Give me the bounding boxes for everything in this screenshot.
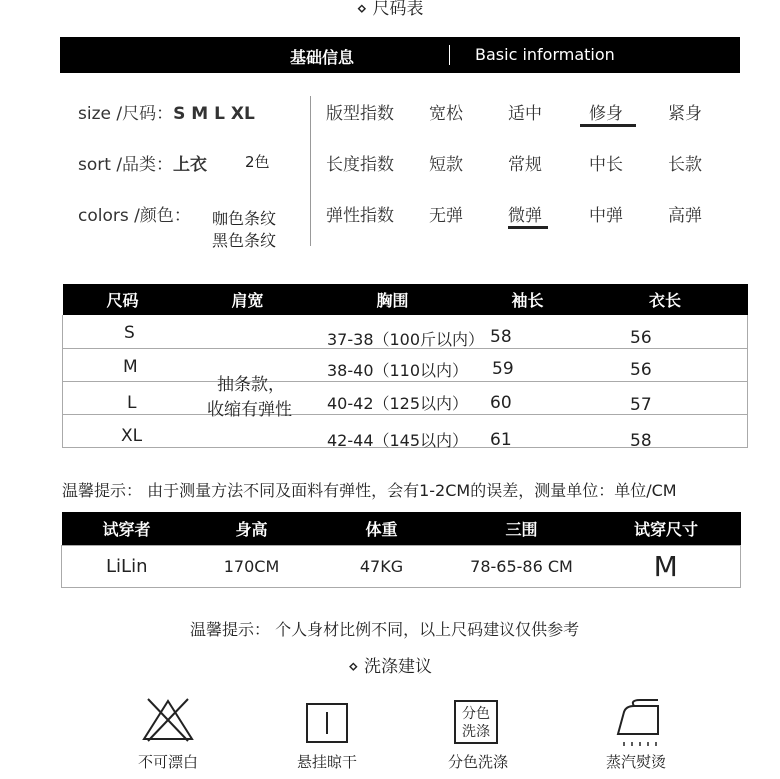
wash-separately-icon — [454, 700, 498, 744]
fit-selected-underline — [580, 124, 636, 127]
row-s-size: S — [124, 323, 135, 343]
wash-icon-text-1: 分色 — [462, 706, 490, 722]
model-measurements: 78-65-86 CM — [452, 545, 592, 587]
header-measurements: 三围 — [452, 512, 592, 545]
header-sleeve: 袖长 — [473, 284, 583, 315]
row-s-chest: 37-38（100斤以内） — [327, 330, 485, 349]
page-title: ⋄ 尺码表 — [356, 0, 424, 19]
row-xl-length: 58 — [630, 431, 652, 451]
model-table-header — [62, 512, 741, 545]
header-chest: 胸围 — [313, 284, 473, 315]
basic-info-cn: 基础信息 — [290, 48, 355, 67]
stretch-option-none: 无弹 — [429, 206, 463, 226]
size-info — [78, 99, 255, 124]
fit-index-label: 版型指数 — [326, 104, 394, 124]
model-name: LiLin — [62, 545, 192, 587]
steam-iron-icon — [610, 698, 666, 752]
header-model: 试穿者 — [62, 512, 192, 545]
sort-value: 上衣 — [173, 155, 208, 175]
model-height: 170CM — [192, 545, 312, 587]
header-height: 身高 — [192, 512, 312, 545]
row-m-chest: 38-40（110以内） — [327, 361, 469, 380]
no-bleach-icon — [140, 697, 196, 747]
fit-option-regular: 适中 — [508, 104, 542, 124]
stretch-index-label: 弹性指数 — [326, 206, 394, 226]
shoulder-note-line2: 收缩有弹性 — [207, 400, 292, 420]
row-m-sleeve: 59 — [492, 359, 514, 379]
stretch-option-medium: 中弹 — [589, 206, 623, 226]
length-option-mid: 中长 — [589, 155, 623, 175]
row-s-sleeve: 58 — [490, 327, 512, 347]
row-xl-size: XL — [121, 426, 143, 446]
row-l-chest: 40-42（125以内） — [327, 394, 469, 413]
row-xl-chest: 42-44（145以内） — [327, 431, 469, 450]
wash-icon-text-2: 洗涤 — [462, 724, 490, 740]
color-brown-stripe: 咖色条纹 — [212, 209, 277, 228]
header-tried-size: 试穿尺寸 — [592, 512, 741, 545]
basic-info-en: Basic information — [475, 45, 615, 64]
care-label-no-bleach: 不可漂白 — [137, 753, 198, 771]
header-size: 尺码 — [63, 284, 183, 315]
size-value: S M L XL — [173, 104, 255, 124]
row-m-length: 56 — [630, 360, 652, 380]
row-s-length: 56 — [630, 328, 652, 348]
length-option-short: 短款 — [429, 155, 463, 175]
header-length: 衣长 — [583, 284, 748, 315]
fit-option-slim: 修身 — [589, 104, 623, 124]
fit-tip: 温馨提示： 个人身材比例不同，以上尺码建议仅供参考 — [190, 620, 580, 639]
model-table — [61, 512, 741, 588]
fit-option-loose: 宽松 — [429, 104, 463, 124]
measurement-tip: 温馨提示： 由于测量方法不同及面料有弹性，会有1-2CM的误差，测量单位：单位/CM — [62, 481, 677, 500]
size-label: size /尺码： — [78, 104, 174, 124]
length-index-label: 长度指数 — [326, 155, 394, 175]
color-black-stripe: 黑色条纹 — [212, 231, 277, 250]
hang-dry-icon — [305, 702, 349, 748]
colors-label: colors /颜色： — [78, 206, 191, 226]
stretch-option-slight: 微弹 — [508, 206, 542, 226]
fit-option-tight: 紧身 — [668, 104, 702, 124]
table-row — [62, 545, 741, 587]
info-divider — [310, 96, 311, 246]
size-table-header — [63, 284, 748, 315]
sort-info — [78, 150, 207, 175]
model-size: M — [592, 545, 741, 587]
care-title: ⋄ 洗涤建议 — [347, 657, 433, 677]
care-label-wash-separately: 分色洗涤 — [447, 753, 508, 771]
sort-count: 2色 — [245, 153, 270, 171]
row-m-size: M — [123, 357, 138, 377]
stretch-option-high: 高弹 — [668, 206, 702, 226]
stretch-selected-underline — [508, 226, 548, 229]
row-l-length: 57 — [630, 395, 652, 415]
care-label-steam-iron: 蒸汽熨烫 — [605, 753, 666, 771]
length-option-long: 长款 — [668, 155, 702, 175]
length-option-regular: 常规 — [508, 155, 542, 175]
care-label-hang-dry: 悬挂晾干 — [296, 753, 357, 771]
sort-label: sort /品类： — [78, 155, 174, 175]
header-weight: 体重 — [312, 512, 452, 545]
model-weight: 47KG — [312, 545, 452, 587]
row-xl-sleeve: 61 — [490, 430, 512, 450]
bar-divider — [449, 45, 450, 65]
header-shoulder: 肩宽 — [183, 284, 313, 315]
row-l-sleeve: 60 — [490, 393, 512, 413]
shoulder-note-line1: 抽条款， — [217, 375, 285, 395]
row-l-size: L — [127, 393, 137, 413]
basic-info-bar — [60, 37, 740, 73]
